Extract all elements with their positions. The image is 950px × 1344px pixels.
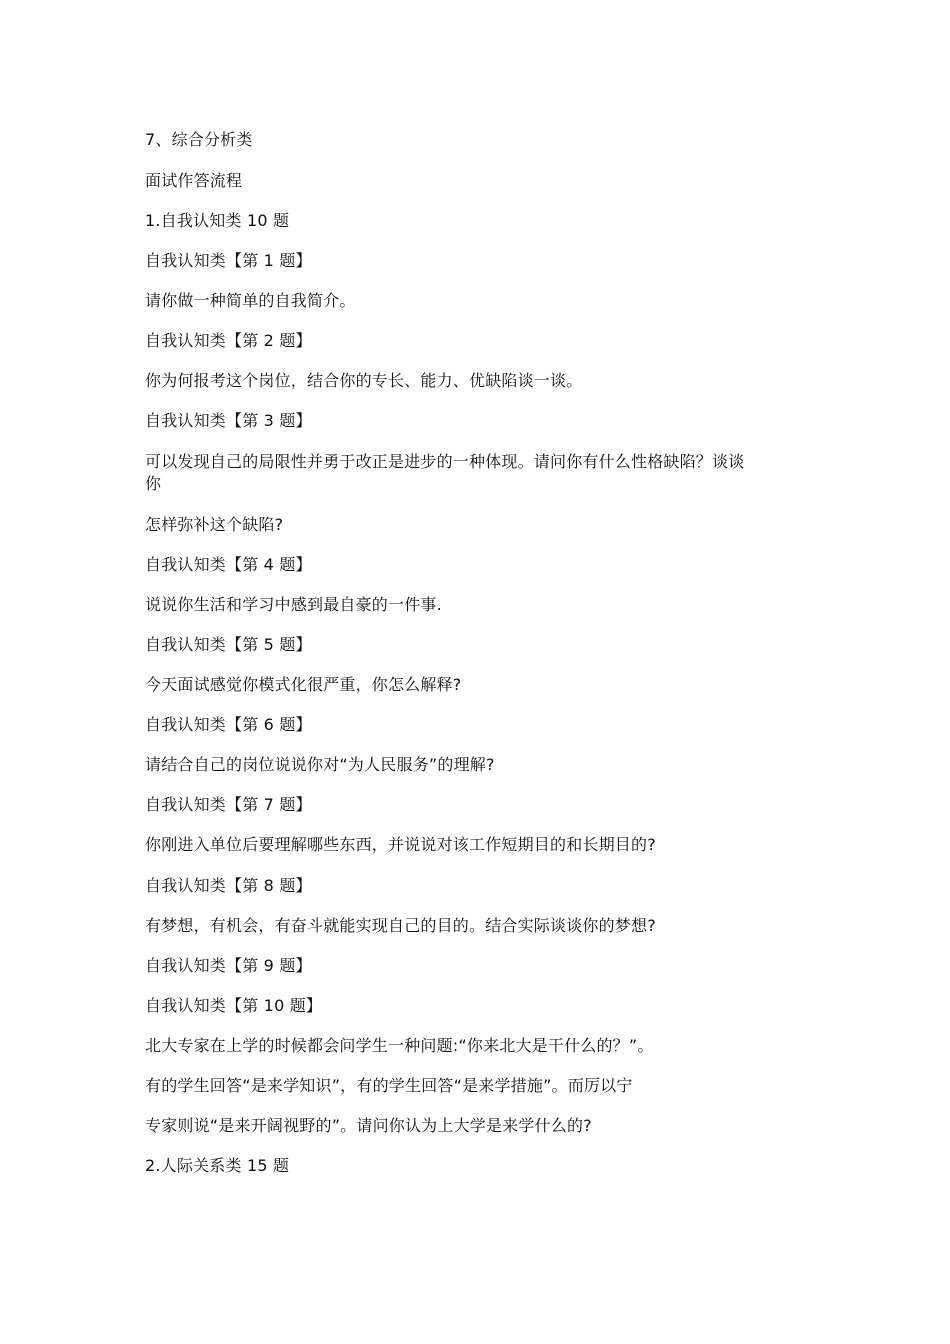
question-label-3: 自我认知类【第 3 题】 — [145, 411, 312, 430]
question-text-10-line-2: 有的学生回答“是来学知识”，有的学生回答“是来学措施”。而厉以宁 — [145, 1076, 633, 1095]
question-text-7: 你刚进入单位后要理解哪些东西，并说说对该工作短期目的和长期目的? — [145, 835, 656, 854]
question-text-4: 说说你生活和学习中感到最自豪的一件事. — [145, 595, 442, 614]
question-label-9: 自我认知类【第 9 题】 — [145, 956, 312, 975]
heading-interview-flow: 面试作答流程 — [145, 171, 243, 190]
section-heading-self-awareness: 1.自我认知类 10 题 — [145, 211, 290, 230]
question-text-3-line-3: 怎样弥补这个缺陷? — [145, 515, 284, 534]
question-text-3-line-1: 可以发现自己的局限性并勇于改正是进步的一种体现。请问你有什么性格缺陷？谈谈 — [145, 452, 745, 471]
question-text-10-line-1: 北大专家在上学的时候都会问学生一种问题:“你来北大是干什么的？”。 — [145, 1036, 654, 1055]
question-label-10: 自我认知类【第 10 题】 — [145, 996, 323, 1015]
question-text-6: 请结合自己的岗位说说你对“为人民服务”的理解? — [145, 755, 495, 774]
question-label-5: 自我认知类【第 5 题】 — [145, 635, 312, 654]
question-text-5: 今天面试感觉你模式化很严重，你怎么解释? — [145, 675, 462, 694]
question-label-4: 自我认知类【第 4 题】 — [145, 555, 312, 574]
section-heading-comprehensive-analysis: 7、综合分析类 — [145, 130, 253, 149]
section-heading-interpersonal: 2.人际关系类 15 题 — [145, 1156, 290, 1175]
question-label-6: 自我认知类【第 6 题】 — [145, 715, 312, 734]
question-text-3-line-2: 你 — [145, 474, 162, 493]
question-label-7: 自我认知类【第 7 题】 — [145, 795, 312, 814]
question-label-8: 自我认知类【第 8 题】 — [145, 876, 312, 895]
question-label-1: 自我认知类【第 1 题】 — [145, 251, 312, 270]
question-text-2: 你为何报考这个岗位，结合你的专长、能力、优缺陷谈一谈。 — [145, 371, 583, 390]
question-text-8: 有梦想，有机会，有奋斗就能实现自己的目的。结合实际谈谈你的梦想? — [145, 916, 656, 935]
question-text-1: 请你做一种简单的自我简介。 — [145, 291, 356, 310]
question-text-10-line-3: 专家则说“是来开阔视野的”。请问你认为上大学是来学什么的? — [145, 1116, 592, 1135]
question-label-2: 自我认知类【第 2 题】 — [145, 331, 312, 350]
